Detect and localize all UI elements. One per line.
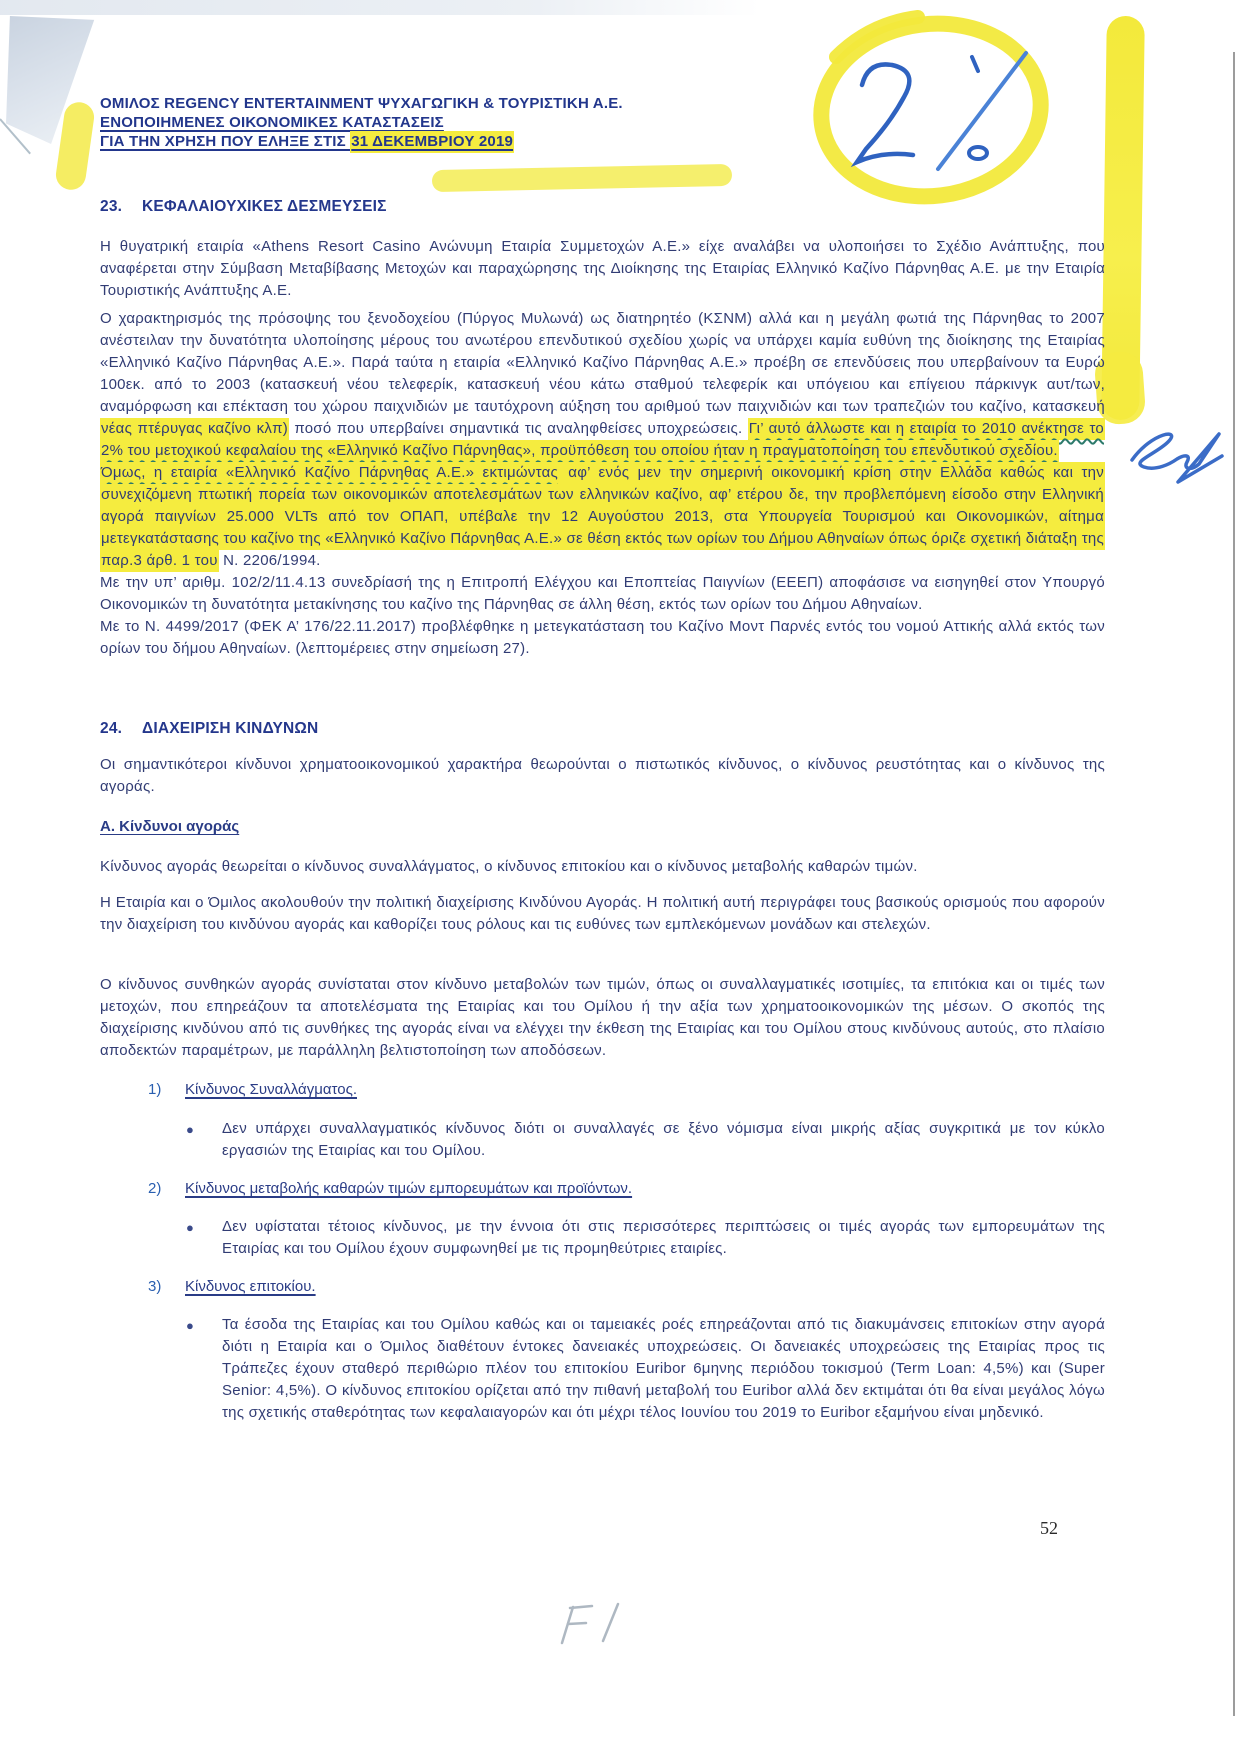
section-23-heading <box>100 198 1000 216</box>
pencil-f-slash <box>562 1604 618 1643</box>
section-23-paragraph-4: Με την υπ’ αριθμ. 102/2/11.4.13 συνεδρίασή της η Επιτροπή Ελέγχου και Εποπτείας Παιγνίων (ΕΕΕΠ) αποφάσισε να εισηγηθεί στον Υπουργό Οικονομικών τη δυνατότητα μετακίνησης του καζίνο της Πάρνηθας σε άλλη θέση, εκτός των ορίων του Δήμου Αθηναίων. <box>100 574 1105 613</box>
pen-initials-stroke <box>1132 434 1222 482</box>
risk-item-1-heading <box>148 1081 357 1098</box>
period-date-highlighted: 31 ΔΕΚΕΜΒΡΙΟΥ 2019 <box>350 131 514 153</box>
risk-item-1-bullet <box>186 1118 1105 1162</box>
section-23-paragraph-1: Η θυγατρική εταιρία «Athens Resort Casino Ανώνυμη Εταιρία Συμμετοχών Α.Ε.» είχε αναλάβει να υλοποιήσει το Σχέδιο Ανάπτυξης, που αναφέρεται στην Σύμβαση Μεταβίβασης Μετοχών και παραχώρησης της Διοίκησης της Εταιρίας Ελληνικό Καζίνο Πάρνηθας Α.Ε. με την Εταιρία Τουριστικής Ανάπτυξης Α.Ε. <box>100 238 1105 299</box>
risk-item-3-text: Τα έσοδα της Εταιρίας και του Ομίλου καθώς και οι ταμειακές ροές επηρεάζονται από τις διακυμάνσεις επιτοκίων στην αγορά διότι η Εταιρία και ο Όμιλος διαθέτουν έντοκες δανειακές υποχρεώσεις. Οι δανειακές υποχρεώσεις της Εταιρίας προς τις Τράπεζες έχουν σταθερό περιθώριο πλέον του επιτοκίου Euribor 6μηνης περιόδου τοκισμού (Term Loan: 4,5%) και (Super Senior: 4,5%). Ο κίνδυνος επιτοκίου ορίζεται από την πιθανή μεταβολή του Euribor αλλά δεν εκτιμάται ότι θα είναι μεγάλος λόγω της σχετικής σταθερότητας των κεφαλαιαγορών και ότι μέχρι τέλος Ιουνίου του 2019 το Euribor εξαμήνου είναι μηδενικό. <box>222 1316 1105 1421</box>
statements-title: ΕΝΟΠΟΙΗΜΕΝΕΣ ΟΙΚΟΝΟΜΙΚΕΣ ΚΑΤΑΣΤΑΣΕΙΣ <box>100 114 444 131</box>
scan-top-band <box>0 0 760 15</box>
section-24-heading <box>100 720 1000 738</box>
risk-item-3-bullet <box>186 1314 1105 1424</box>
risk-item-3-heading <box>148 1278 316 1295</box>
section-23-paragraph-5: Με το Ν. 4499/2017 (ΦΕΚ Α’ 176/22.11.2017) προβλέφθηκε η μετεγκατάσταση του Καζίνο Μοντ Παρνές εντός του νομού Αττικής αλλά εκτός των ορίων του δήμου Αθηναίων. (λεπτομέρειες στην σημείωση 27). <box>100 618 1105 657</box>
section-23-number: 23. <box>100 198 123 215</box>
risk-item-3-title: Κίνδυνος επιτοκίου. <box>185 1278 316 1295</box>
section-24-paragraph-1: Οι σημαντικότεροι κίνδυνοι χρηματοοικονομικού χαρακτήρα θεωρούνται ο πιστωτικός κίνδυνος, ο κίνδυνος ρευστότητας και ο κίνδυνος της αγοράς. <box>100 756 1105 795</box>
period-prefix: ΓΙΑ ΤΗΝ ΧΡΗΣΗ ΠΟΥ ΕΛΗΞΕ ΣΤΙΣ <box>100 133 351 150</box>
risk-item-2-heading <box>148 1180 632 1197</box>
pencil-bottom-note <box>545 1595 645 1655</box>
p2-highlighted-underlined-sentence: Γι’ αυτό άλλωστε και η εταιρία το 2010 ανέκτησε το 2% του μετοχικού κεφαλαίου της «Ελληνικό Καζίνο Πάρνηθας», προϋπόθεση του οποίου ήταν η πραγματοποίηση του επενδυτικού σχεδίου. <box>100 418 1105 462</box>
scan-edge-line <box>1233 52 1235 1716</box>
section-24-paragraph-3: Η Εταιρία και ο Όμιλος ακολουθούν την πολιτική διαχείρισης Κινδύνου Αγοράς. Η πολιτική αυτή περιγράφει τους βασικούς ορισμούς που αφορούν την διαχείριση του κινδύνου αγοράς και καθορίζει τους ρόλους και τις ευθύνες των εμπλεκόμενων μονάδων και στελεχών. <box>100 894 1105 933</box>
risk-item-1-text: Δεν υπάρχει συναλλαγματικός κίνδυνος διότι οι συναλλαγές σε ξένο νόμισμα είναι μικρής αξίας συγκριτικά με τον κύκλο εργασιών της Εταιρίας και του Ομίλου. <box>222 1120 1105 1159</box>
risk-item-1-title: Κίνδυνος Συναλλάγματος. <box>185 1081 357 1098</box>
bullet-icon: ● <box>186 1318 195 1333</box>
risk-item-2-text: Δεν υφίσταται τέτοιος κίνδυνος, με την έννοια ότι στις περισσότερες περιπτώσεις οι τιμές αγοράς των εμπορευμάτων της Εταιρίας και του Ομίλου έχουν συμφωνηθεί με τις προμηθεύτριες εταιρίες. <box>222 1218 1105 1257</box>
section-23-title: ΚΕΦΑΛΑΙΟΥΧΙΚΕΣ ΔΕΣΜΕΥΣΕΙΣ <box>142 198 387 215</box>
section-24-number: 24. <box>100 720 123 737</box>
risk-item-2-number: 2) <box>148 1180 162 1197</box>
bullet-icon: ● <box>186 1122 195 1137</box>
section-23-paragraph-flow <box>100 308 1105 660</box>
section-24-paragraph-2: Κίνδυνος αγοράς θεωρείται ο κίνδυνος συναλλάγματος, ο κίνδυνος επιτοκίου και ο κίνδυνος μεταβολής καθαρών τιμών. <box>100 858 918 875</box>
p2-highlighted-phrase: νέας πτέρυγας καζίνο κλπ) <box>100 418 289 440</box>
section-24-title: ΔΙΑΧΕΙΡΙΣΗ ΚΙΝΔΥΝΩΝ <box>142 720 319 737</box>
document-header <box>100 94 1000 151</box>
risk-item-1-number: 1) <box>148 1081 162 1098</box>
market-risks-subheading: Α. Κίνδυνοι αγοράς <box>100 818 240 835</box>
highlighter-stray-stroke <box>432 164 732 192</box>
pen-percent-upper-dot <box>972 57 978 71</box>
risk-item-2-title: Κίνδυνος μεταβολής καθαρών τιμών εμπορευμάτων και προϊόντων. <box>185 1180 633 1197</box>
bullet-icon: ● <box>186 1220 195 1235</box>
section-24-paragraph-4: Ο κίνδυνος συνθηκών αγοράς συνίσταται στον κίνδυνο μεταβολών των τιμών, όπως οι συναλλαγματικές ισοτιμίες, τα επιτόκια και οι τιμές των μετοχών, που επηρεάζουν τα αποτελέσματα της Εταιρίας και του Ομίλου ή την αξία των χρηματοοικονομικών της μέσων. Ο σκοπός της διαχείρισης κινδύνου από τις συνθήκες της αγοράς είναι να ελέγχει την έκθεση της Εταιρίας και του Ομίλου στους κινδύνους αυτούς, στο πλαίσιο αποδεκτών παραμέτρων, με παράλληλη βελτιστοποίηση των αποδόσεων. <box>100 976 1105 1059</box>
company-name: ΟΜΙΛΟΣ REGENCY ENTERTAINMENT ΨΥΧΑΓΩΓΙΚΗ & ΤΟΥΡΙΣΤΙΚΗ Α.Ε. <box>100 95 623 112</box>
page-number: 52 <box>1040 1518 1058 1538</box>
section-23-paragraph-2 <box>100 308 1105 462</box>
p2-text: Ο χαρακτηρισμός της πρόσοψης του ξενοδοχείου (Πύργος Μυλωνά) ως διατηρητέο (ΚΣΝΜ) αλλά και η μεγάλη φωτιά της Πάρνηθας το 2007 ανέστειλαν την δυνατότητα υλοποίησης μέρους του ανωτέρου επενδυτικού σχεδίου χωρίς να υπάρχει καμία ευθύνη της διοίκησης της Εταιρίας «Ελληνικό Καζίνο Πάρνηθας Α.Ε.». Παρά ταύτα η εταιρία «Ελληνικό Καζίνο Πάρνηθας Α.Ε.» προέβη σε επενδύσεις που υπερβαίνουν τα Ευρώ 100εκ. από το 2003 (κατασκευή νέου τελεφερίκ, κατασκευή νέου κάτω σταθμού τελεφερίκ και υπόγειου και επίγειου πάρκινγκ αυτ/των, αναμόρφωση και επέκταση του χώρου παιχνιδιών με ταυτόχρονη αύξηση του αριθμού των παιχνιδιών και των τραπεζιών του καζίνο, κατασκευή <box>100 310 1105 415</box>
risk-item-3-number: 3) <box>148 1278 162 1295</box>
risk-item-2-bullet <box>186 1216 1105 1260</box>
period-line <box>100 132 1000 151</box>
margin-initials-ses <box>1122 424 1232 494</box>
p3-highlighted-underlined-phrase: Όμως, η εταιρία «Ελληνικό Καζίνο Πάρνηθας Α.Ε.» εκτιμώντας <box>100 462 559 484</box>
p3-law-reference: Ν. 2206/1994. <box>218 552 321 569</box>
section-23-paragraph-3 <box>100 462 1105 572</box>
p3-highlighted-run: αφ’ ενός μεν την σημερινή οικονομική κρίση στην Ελλάδα καθώς και την συνεχιζόμενη πτωτική πορεία των οικονομικών αποτελεσμάτων των ελληνικών καζίνο, αφ’ ετέρου δε, την προβλεπόμενη είσοδο στην Ελληνική αγορά παιγνίων 25.000 VLTs από τον ΟΠΑΠ, υπέβαλε την 12 Αυγούστου 2013, στα Υπουργεία Τουρισμού και Οικονομικών, αίτημα μετεγκατάστασης του καζίνο της «Ελληνικό Καζίνο Πάρνηθας Α.Ε.» σε θέση εκτός των ορίων του Δήμου Αθηναίων όπως όριζε σχετική διάταξη της παρ.3 άρθ. 1 του <box>100 462 1105 572</box>
p2-text-continued: ποσό που υπερβαίνει σημαντικά τις αναληφθείσες υποχρεώσεις. <box>288 420 748 437</box>
